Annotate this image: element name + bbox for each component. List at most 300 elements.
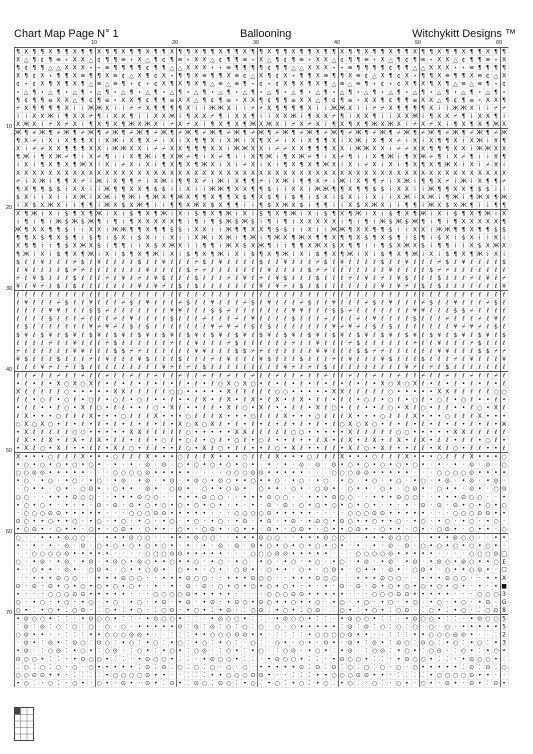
chart-symbol: ⋆ <box>477 96 482 104</box>
chart-symbol: ○ <box>339 599 345 607</box>
chart-symbol: X <box>186 96 191 104</box>
chart-symbol: • <box>259 445 263 453</box>
chart-symbol: • <box>218 591 223 599</box>
chart-symbol: ℓ <box>413 437 417 445</box>
chart-symbol: i <box>503 161 505 169</box>
chart-symbol: i <box>365 153 368 161</box>
chart-symbol: ℓ <box>105 348 109 356</box>
chart-symbol: ⊙ <box>242 518 248 526</box>
chart-symbol: • <box>218 388 223 396</box>
chart-symbol: ⌿ <box>396 145 401 153</box>
chart-symbol: ℓ <box>170 348 174 356</box>
chart-symbol: $ <box>477 242 482 250</box>
chart-symbol: • <box>137 623 142 631</box>
chart-symbol: X <box>348 445 353 453</box>
chart-symbol: ℓ <box>146 348 149 356</box>
chart-symbol: ⊙ <box>469 672 475 680</box>
chart-symbol: ⁚ <box>405 623 408 631</box>
chart-symbol: ⌿ <box>461 153 466 161</box>
chart-symbol: ¥ <box>218 258 223 266</box>
chart-symbol: ○ <box>193 558 199 566</box>
chart-symbol: • <box>178 680 182 688</box>
chart-symbol: i <box>122 210 125 218</box>
chart-symbol: ○ <box>23 672 29 680</box>
chart-symbol: ⊙ <box>39 558 45 566</box>
chart-symbol: ℓ <box>276 323 279 331</box>
chart-symbol: ⌿ <box>299 299 304 307</box>
chart-symbol: ¶ <box>226 121 231 129</box>
chart-symbol: ¶ <box>251 177 255 185</box>
chart-symbol: △ <box>412 64 418 72</box>
chart-symbol: ¶ <box>404 202 409 210</box>
chart-symbol: ¶ <box>161 48 166 56</box>
chart-symbol: ℓ <box>49 275 52 283</box>
chart-symbol: ⌿ <box>259 348 263 356</box>
chart-symbol: ¶ <box>226 186 231 194</box>
column-number: 30 <box>253 40 260 46</box>
chart-symbol: ℓ <box>243 364 247 372</box>
chart-symbol: ○ <box>347 461 353 469</box>
chart-symbol: · <box>170 526 173 534</box>
chart-symbol: ℓ <box>348 364 352 372</box>
chart-symbol: X <box>137 56 142 64</box>
chart-symbol: ℓ <box>357 258 360 266</box>
chart-symbol: ¶ <box>469 56 474 64</box>
chart-symbol: ℓ <box>470 388 473 396</box>
chart-symbol: $ <box>24 356 29 364</box>
chart-symbol: ⋆ <box>129 80 134 88</box>
chart-symbol: ○ <box>331 631 337 639</box>
chart-symbol: ○ <box>39 550 45 558</box>
chart-symbol: ℓ <box>162 307 166 315</box>
chart-symbol: ℓ <box>65 258 68 266</box>
chart-symbol: • <box>56 582 61 590</box>
chart-symbol: ℓ <box>284 323 287 331</box>
chart-symbol: ⌿ <box>129 372 134 380</box>
chart-symbol: ¶ <box>186 113 191 121</box>
chart-symbol: ¶ <box>445 48 450 56</box>
chart-symbol: i <box>114 161 117 169</box>
chart-symbol: ⁚ <box>251 655 254 663</box>
chart-symbol: ○ <box>298 477 305 485</box>
chart-symbol: • <box>97 526 101 534</box>
chart-symbol: ⊙ <box>120 526 126 534</box>
chart-symbol: ¶ <box>396 96 401 104</box>
chart-symbol: i <box>195 242 198 250</box>
chart-symbol: i <box>211 177 214 185</box>
chart-symbol: ¶ <box>24 242 29 250</box>
chart-symbol: ℓ <box>357 404 360 412</box>
chart-symbol: ○ <box>47 591 54 599</box>
chart-symbol: · <box>503 672 506 680</box>
chart-symbol: Ж <box>79 161 87 169</box>
chart-symbol: ⌿ <box>48 364 53 372</box>
chart-symbol: • <box>153 420 158 428</box>
chart-symbol: ⊙ <box>469 655 475 663</box>
chart-symbol: ℓ <box>470 437 473 445</box>
chart-symbol: i <box>414 177 416 185</box>
chart-symbol: ○ <box>185 420 191 428</box>
chart-symbol: X <box>420 194 426 202</box>
chart-symbol: X <box>145 48 150 56</box>
chart-symbol: ℓ <box>219 356 222 364</box>
chart-symbol: X <box>372 194 377 202</box>
chart-symbol: ○ <box>153 639 159 647</box>
chart-symbol: ○ <box>112 469 118 477</box>
chart-symbol: ⌿ <box>324 177 328 185</box>
chart-symbol: ¥ <box>502 283 506 291</box>
chart-symbol: ℓ <box>340 275 344 283</box>
chart-symbol: ○ <box>136 510 143 518</box>
chart-symbol: ○ <box>80 647 86 655</box>
chart-symbol: · <box>316 469 319 477</box>
chart-symbol: X <box>169 250 175 258</box>
chart-symbol: ⊙ <box>153 615 159 623</box>
chart-symbol: $ <box>170 315 174 323</box>
chart-symbol: ℓ <box>494 429 498 437</box>
chart-symbol: ⊙ <box>461 631 467 639</box>
chart-symbol: ¶ <box>461 210 466 218</box>
chart-symbol: X <box>218 234 223 242</box>
chart-symbol: ¶ <box>494 202 498 210</box>
chart-symbol: • <box>259 477 263 485</box>
chart-symbol: $ <box>283 331 288 339</box>
chart-symbol: · <box>446 550 449 558</box>
chart-symbol: ¶ <box>372 88 377 96</box>
chart-symbol: ℓ <box>486 339 490 347</box>
chart-symbol: ○ <box>420 655 426 663</box>
chart-symbol: • <box>502 647 506 655</box>
chart-symbol: • <box>56 396 61 404</box>
chart-symbol: X <box>56 202 61 210</box>
chart-symbol: ⌿ <box>72 258 77 266</box>
chart-symbol: X <box>32 226 37 234</box>
chart-symbol: ○ <box>436 396 442 404</box>
chart-symbol: ¥ <box>24 331 29 339</box>
chart-symbol: • <box>251 631 255 639</box>
chart-symbol: · <box>438 566 441 574</box>
chart-symbol: · <box>138 615 141 623</box>
chart-symbol: • <box>202 542 207 550</box>
chart-symbol: ⌿ <box>396 137 401 145</box>
chart-symbol: ℓ <box>130 388 133 396</box>
chart-symbol: ℓ <box>251 356 255 364</box>
chart-symbol: ○ <box>217 493 224 501</box>
chart-symbol: ℓ <box>219 283 222 291</box>
chart-symbol: ℓ <box>373 396 376 404</box>
chart-symbol: ⊙ <box>15 655 21 663</box>
chart-symbol: ℓ <box>365 291 368 299</box>
chart-symbol: ¶ <box>145 129 150 137</box>
chart-symbol: ¶ <box>275 48 280 56</box>
chart-symbol: ⊙ <box>80 655 86 663</box>
chart-symbol: • <box>486 566 490 574</box>
chart-symbol: ℓ <box>154 323 157 331</box>
chart-symbol: i <box>25 113 27 121</box>
chart-symbol: X <box>445 388 450 396</box>
chart-symbol: X <box>234 194 239 202</box>
chart-symbol: ○ <box>169 388 175 396</box>
chart-symbol: • <box>194 388 199 396</box>
chart-symbol: i <box>462 242 465 250</box>
chart-symbol: • <box>307 501 312 509</box>
chart-symbol: • <box>105 566 109 574</box>
chart-symbol: X <box>420 437 426 445</box>
chart-symbol: • <box>105 534 109 542</box>
chart-symbol: X <box>234 113 239 121</box>
chart-symbol: ○ <box>145 518 151 526</box>
chart-symbol: ¥ <box>275 283 280 291</box>
chart-symbol: ℓ <box>81 323 85 331</box>
chart-symbol: ¥ <box>485 275 490 283</box>
chart-symbol: ⁚ <box>308 663 311 671</box>
chart-symbol: • <box>372 566 377 574</box>
chart-symbol: $ <box>137 234 142 242</box>
chart-symbol: $ <box>404 331 409 339</box>
chart-symbol: ℓ <box>154 267 157 275</box>
chart-symbol: ⋆ <box>413 72 417 80</box>
chart-symbol: X <box>242 113 247 121</box>
chart-symbol: ○ <box>501 453 507 461</box>
chart-symbol: ℓ <box>340 291 344 299</box>
chart-symbol: • <box>477 526 482 534</box>
chart-symbol: • <box>267 655 271 663</box>
chart-symbol: ¶ <box>153 210 158 218</box>
chart-symbol: ⋆ <box>210 64 215 72</box>
chart-symbol: • <box>275 420 280 428</box>
chart-symbol: • <box>405 550 409 558</box>
chart-symbol: Ж <box>87 250 95 258</box>
chart-symbol: ¶ <box>404 161 409 169</box>
chart-symbol: ℓ <box>138 437 141 445</box>
chart-symbol: • <box>324 501 328 509</box>
chart-symbol: ℓ <box>24 380 28 388</box>
chart-symbol: ℓ <box>114 275 117 283</box>
chart-symbol: $ <box>64 267 69 275</box>
chart-symbol: ℓ <box>195 291 198 299</box>
chart-symbol: ℓ <box>138 267 141 275</box>
chart-symbol: • <box>494 420 498 428</box>
chart-symbol: X <box>250 242 256 250</box>
chart-symbol: · <box>211 647 214 655</box>
chart-symbol: ℓ <box>381 291 384 299</box>
chart-symbol: ℓ <box>114 404 117 412</box>
chart-symbol: ⌿ <box>105 372 109 380</box>
chart-symbol: ○ <box>347 493 353 501</box>
chart-symbol: ⁚ <box>268 607 271 615</box>
chart-symbol: X <box>501 420 507 428</box>
chart-symbol: Ж <box>241 145 249 153</box>
chart-symbol: • <box>16 380 20 388</box>
chart-symbol: · <box>284 672 287 680</box>
chart-symbol: X <box>145 453 150 461</box>
chart-symbol: ¶ <box>89 48 93 56</box>
chart-symbol: ℓ <box>308 283 311 291</box>
chart-symbol: ℓ <box>138 339 141 347</box>
chart-symbol: $ <box>186 267 191 275</box>
chart-symbol: ¶ <box>32 56 37 64</box>
chart-symbol: ¶ <box>356 56 361 64</box>
chart-symbol: ⌿ <box>324 372 328 380</box>
chart-symbol: • <box>129 663 134 671</box>
chart-symbol: Ж <box>225 242 232 250</box>
chart-symbol: ○ <box>242 404 248 412</box>
chart-symbol: X <box>445 169 450 177</box>
chart-symbol: • <box>453 485 458 493</box>
chart-symbol: ⌿ <box>81 315 85 323</box>
chart-symbol: X <box>24 194 29 202</box>
chart-symbol: ⊙ <box>404 607 410 615</box>
chart-symbol: ¥ <box>445 348 450 356</box>
chart-symbol: X <box>485 96 490 104</box>
chart-symbol: Ж <box>257 242 265 250</box>
chart-symbol: ○ <box>412 663 418 671</box>
chart-symbol: ¶ <box>348 242 353 250</box>
chart-symbol: ○ <box>444 566 450 574</box>
chart-symbol: · <box>154 477 157 485</box>
chart-symbol: ⁚ <box>65 631 68 639</box>
chart-symbol: ○ <box>282 582 288 590</box>
chart-symbol: i <box>106 226 108 234</box>
chart-symbol: ○ <box>145 534 151 542</box>
chart-symbol: ¶ <box>323 202 328 210</box>
chart-symbol: • <box>445 582 450 590</box>
chart-symbol: Ж <box>160 177 168 185</box>
chart-symbol: ⁚ <box>243 647 246 655</box>
chart-symbol: ¥ <box>283 364 288 372</box>
chart-symbol: • <box>113 461 118 469</box>
chart-symbol: ⁚ <box>413 639 416 647</box>
chart-symbol: ⊙ <box>218 615 224 623</box>
chart-symbol: • <box>283 461 288 469</box>
chart-symbol: ¶ <box>145 72 150 80</box>
chart-symbol: ⊙ <box>355 469 361 477</box>
chart-symbol: ⊙ <box>388 558 394 566</box>
chart-symbol: • <box>275 607 280 615</box>
chart-symbol: · <box>389 655 392 663</box>
chart-symbol: ℓ <box>97 356 101 364</box>
chart-symbol: ⊙ <box>258 599 264 607</box>
chart-symbol: X <box>283 72 288 80</box>
chart-symbol: ⊙ <box>88 558 94 566</box>
chart-symbol: ℓ <box>413 291 417 299</box>
chart-symbol: ⁚ <box>162 680 165 688</box>
chart-symbol: ℓ <box>348 299 352 307</box>
chart-symbol: i <box>446 105 449 113</box>
chart-symbol: ℓ <box>122 356 125 364</box>
chart-symbol: X <box>48 48 53 56</box>
chart-symbol: X <box>186 64 191 72</box>
chart-symbol: ℓ <box>243 445 247 453</box>
chart-symbol: • <box>48 501 53 509</box>
chart-symbol: ℓ <box>397 299 400 307</box>
chart-symbol: i <box>341 202 343 210</box>
chart-symbol: Ж <box>355 129 362 137</box>
chart-symbol: ℓ <box>332 315 336 323</box>
chart-symbol: ○ <box>234 615 240 623</box>
chart-symbol: ℓ <box>357 299 360 307</box>
chart-symbol: X <box>348 202 353 210</box>
chart-symbol: • <box>105 453 109 461</box>
chart-symbol: ⊙ <box>250 542 256 550</box>
chart-symbol: • <box>283 469 288 477</box>
chart-symbol: ℓ <box>259 307 263 315</box>
chart-symbol: ¶ <box>218 129 223 137</box>
chart-symbol: X <box>372 137 377 145</box>
chart-symbol: · <box>89 501 92 509</box>
chart-symbol: • <box>315 388 320 396</box>
chart-symbol: • <box>129 461 134 469</box>
chart-symbol: • <box>307 534 312 542</box>
chart-symbol: X <box>291 161 296 169</box>
chart-symbol: ¶ <box>453 121 458 129</box>
chart-symbol: ¶ <box>283 48 288 56</box>
chart-symbol: • <box>243 534 247 542</box>
chart-symbol: ℓ <box>397 453 400 461</box>
chart-symbol: ¶ <box>413 80 417 88</box>
chart-symbol: ⌿ <box>105 129 109 137</box>
chart-symbol: ○ <box>242 599 248 607</box>
chart-symbol: ⁚ <box>503 655 506 663</box>
chart-symbol: ℓ <box>243 323 247 331</box>
chart-symbol: ○ <box>96 680 102 688</box>
chart-symbol: • <box>429 429 433 437</box>
chart-symbol: • <box>364 607 369 615</box>
chart-symbol: ⊙ <box>404 655 410 663</box>
chart-symbol: ℓ <box>300 364 303 372</box>
chart-symbol: ℓ <box>381 339 384 347</box>
chart-symbol: · <box>211 542 214 550</box>
chart-symbol: X <box>283 113 288 121</box>
chart-symbol: • <box>291 412 296 420</box>
chart-symbol: i <box>487 105 489 113</box>
chart-symbol: ℓ <box>170 299 174 307</box>
chart-symbol: • <box>356 380 361 388</box>
chart-symbol: ℓ <box>470 412 473 420</box>
chart-symbol: ⋆ <box>372 80 377 88</box>
chart-symbol: ¶ <box>113 186 118 194</box>
chart-symbol: ℓ <box>413 356 417 364</box>
chart-symbol: ⌿ <box>259 177 263 185</box>
chart-symbol: ⌿ <box>405 145 409 153</box>
chart-symbol: ¶ <box>421 88 425 96</box>
chart-symbol: ○ <box>185 445 191 453</box>
chart-symbol: • <box>234 412 239 420</box>
chart-symbol: ℓ <box>243 307 247 315</box>
chart-symbol: ℓ <box>170 258 174 266</box>
chart-symbol: X <box>404 113 409 121</box>
chart-symbol: ℓ <box>227 283 230 291</box>
chart-symbol: • <box>16 591 20 599</box>
chart-symbol: ⊙ <box>493 607 499 615</box>
chart-symbol: · <box>227 550 230 558</box>
chart-symbol: ¶ <box>234 48 239 56</box>
chart-symbol: ℓ <box>405 339 409 347</box>
chart-symbol: ℓ <box>154 291 157 299</box>
chart-symbol: ℓ <box>227 258 230 266</box>
chart-symbol: ¶ <box>137 210 142 218</box>
chart-symbol: ¶ <box>194 129 199 137</box>
chart-symbol: ¥ <box>121 331 126 339</box>
chart-symbol: ○ <box>145 566 151 574</box>
chart-symbol: • <box>356 639 361 647</box>
chart-symbol: Ж <box>95 177 103 185</box>
chart-symbol: • <box>340 647 344 655</box>
chart-symbol: ⌿ <box>315 267 320 275</box>
chart-symbol: ○ <box>201 574 207 582</box>
chart-symbol: ℓ <box>243 283 247 291</box>
chart-symbol: • <box>97 453 101 461</box>
